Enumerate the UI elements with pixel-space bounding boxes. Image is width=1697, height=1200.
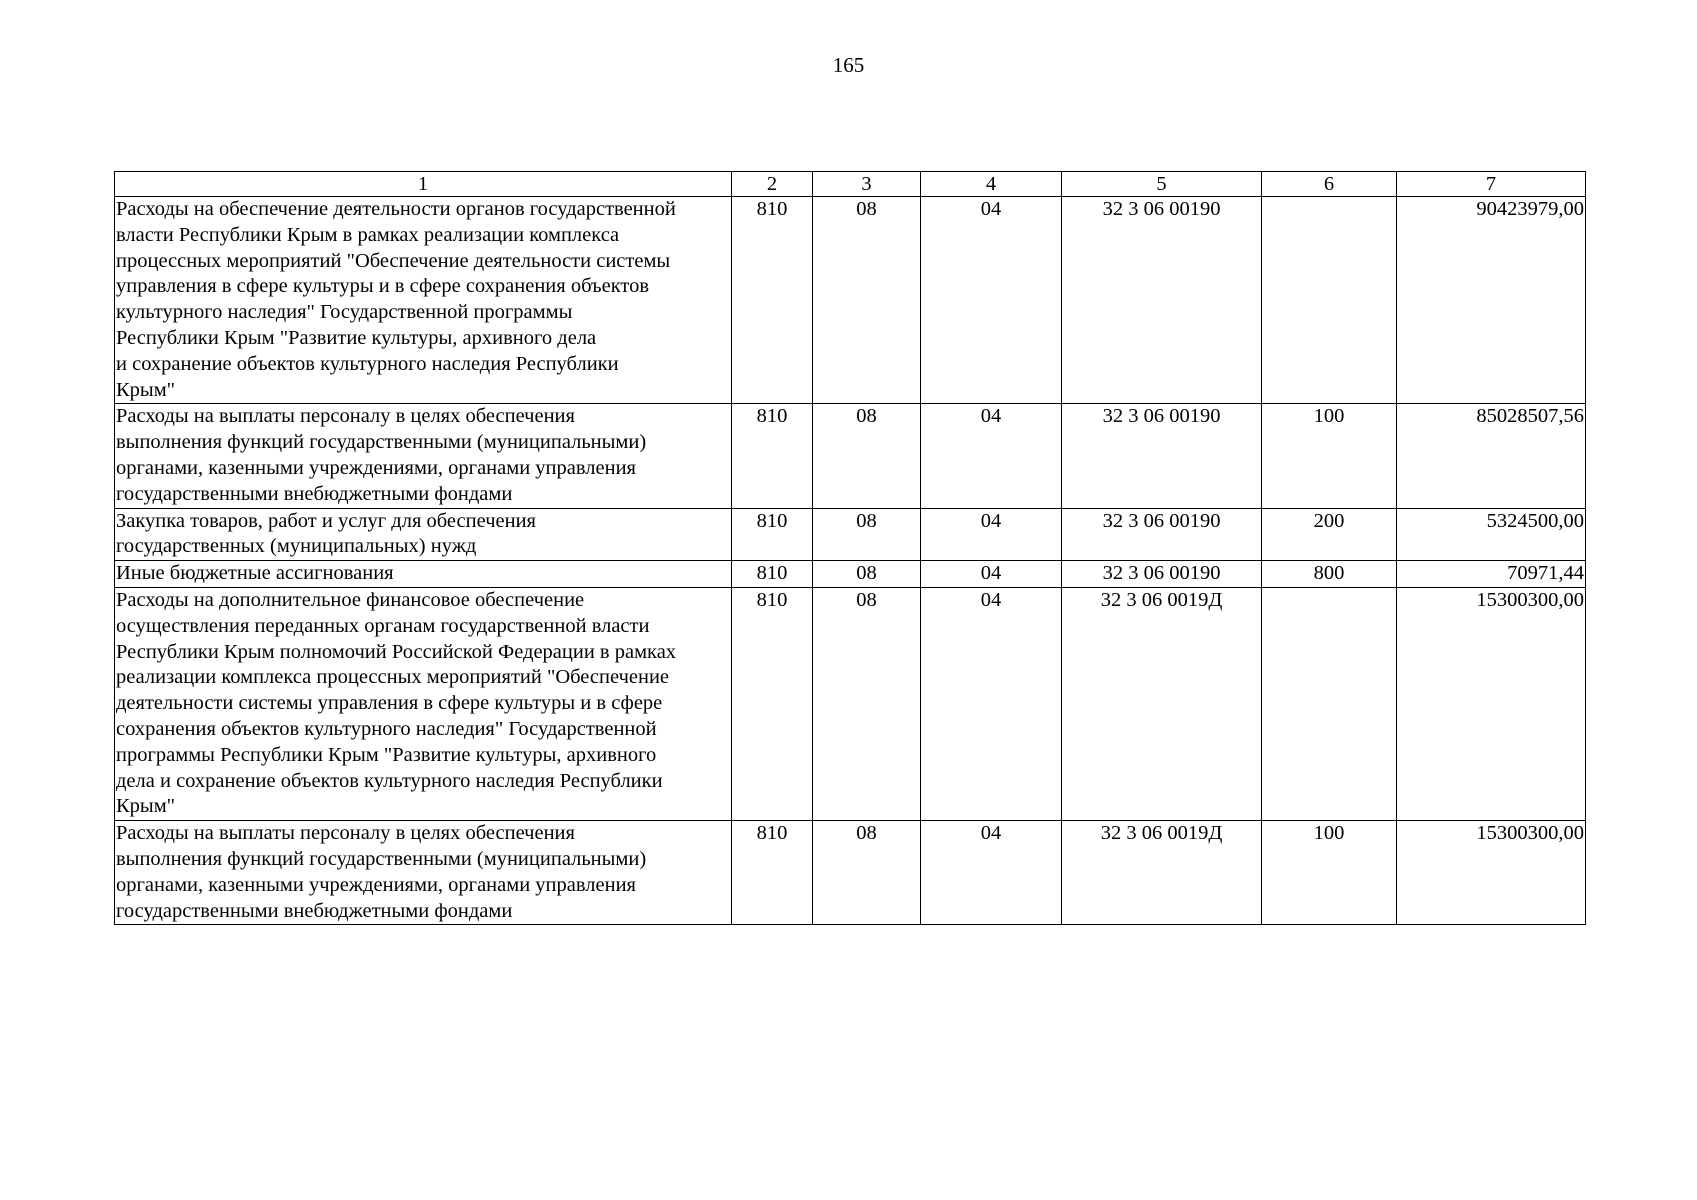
header-cell: 7 [1397, 172, 1586, 197]
header-cell: 6 [1262, 172, 1397, 197]
ministry-code: 810 [732, 197, 813, 404]
expense-description [115, 587, 732, 820]
description-line: управления в сфере культуры и в сфере сохранения объектов [116, 275, 649, 298]
description-line: программы Республики Крым "Развитие культуры, архивного [116, 743, 657, 766]
description-line: Иные бюджетные ассигнования [116, 562, 394, 585]
section-code: 08 [813, 404, 921, 508]
description-line: выполнения функций государственными (муниципальными) [116, 847, 647, 870]
expense-type-code [1262, 587, 1397, 820]
expense-description [115, 404, 732, 508]
header-cell: 5 [1062, 172, 1262, 197]
description-line: осуществления переданных органам государственной власти [116, 614, 650, 637]
description-line: Расходы на обеспечение деятельности органов государственной [116, 198, 676, 220]
amount: 70971,44 [1397, 561, 1586, 588]
expense-description [115, 561, 732, 588]
expense-type-code: 800 [1262, 561, 1397, 588]
subsection-code: 04 [921, 821, 1062, 925]
header-cell: 4 [921, 172, 1062, 197]
expense-description [115, 508, 732, 561]
description-line: деятельности системы управления в сфере культуры и в сфере [116, 692, 663, 715]
expense-description [115, 821, 732, 925]
table-header-row [115, 172, 1586, 197]
amount: 5324500,00 [1397, 508, 1586, 561]
budget-table [114, 171, 1586, 925]
description-line: сохранения объектов культурного наследия" Государственной [116, 717, 657, 740]
description-line: процессных мероприятий "Обеспечение деятельности системы [116, 249, 671, 272]
amount: 90423979,00 [1397, 197, 1586, 404]
page-number: 165 [832, 53, 865, 77]
table-body [115, 197, 1586, 925]
description-line: государственных (муниципальных) нужд [116, 535, 477, 558]
header-cell: 3 [813, 172, 921, 197]
target-article-code: 32 3 06 0019Д [1062, 821, 1262, 925]
table-row [115, 561, 1586, 588]
table-row [115, 508, 1586, 561]
description-line: Республики Крым "Развитие культуры, архивного дела [116, 326, 597, 349]
table-row [115, 404, 1586, 508]
ministry-code: 810 [732, 404, 813, 508]
description-line: реализации комплекса процессных мероприятий "Обеспечение [116, 666, 670, 689]
amount: 15300300,00 [1397, 821, 1586, 925]
description-line: Расходы на выплаты персоналу в целях обеспечения [116, 405, 575, 428]
section-code: 08 [813, 561, 921, 588]
expense-type-code [1262, 197, 1397, 404]
target-article-code: 32 3 06 00190 [1062, 508, 1262, 561]
subsection-code: 04 [921, 404, 1062, 508]
description-line: органами, казенными учреждениями, органами управления [116, 456, 636, 479]
ministry-code: 810 [732, 587, 813, 820]
expense-type-code: 100 [1262, 821, 1397, 925]
description-line: государственными внебюджетными фондами [116, 482, 513, 505]
description-line: органами, казенными учреждениями, органами управления [116, 873, 636, 896]
description-line: Крым" [116, 795, 176, 818]
description-line: Расходы на выплаты персоналу в целях обеспечения [116, 822, 575, 845]
table-row [115, 821, 1586, 925]
description-line: Расходы на дополнительное финансовое обеспечение [116, 588, 585, 611]
header-cell: 2 [732, 172, 813, 197]
description-line: Закупка товаров, работ и услуг для обеспечения [116, 509, 536, 532]
description-line: Крым" [116, 378, 176, 401]
section-code: 08 [813, 587, 921, 820]
description-line: государственными внебюджетными фондами [116, 899, 513, 922]
section-code: 08 [813, 821, 921, 925]
target-article-code: 32 3 06 00190 [1062, 561, 1262, 588]
description-line: выполнения функций государственными (муниципальными) [116, 431, 647, 454]
table-row [115, 197, 1586, 404]
description-line: и сохранение объектов культурного наследия Республики [116, 352, 619, 375]
amount: 85028507,56 [1397, 404, 1586, 508]
description-line: культурного наследия" Государственной программы [116, 301, 573, 324]
amount: 15300300,00 [1397, 587, 1586, 820]
subsection-code: 04 [921, 587, 1062, 820]
ministry-code: 810 [732, 508, 813, 561]
expense-type-code: 200 [1262, 508, 1397, 561]
expense-type-code: 100 [1262, 404, 1397, 508]
section-code: 08 [813, 197, 921, 404]
target-article-code: 32 3 06 0019Д [1062, 587, 1262, 820]
table-row [115, 587, 1586, 820]
section-code: 08 [813, 508, 921, 561]
description-line: власти Республики Крым в рамках реализации комплекса [116, 223, 620, 246]
target-article-code: 32 3 06 00190 [1062, 404, 1262, 508]
description-line: Республики Крым полномочий Российской Федерации в рамках [116, 640, 677, 663]
ministry-code: 810 [732, 821, 813, 925]
header-cell: 1 [115, 172, 732, 197]
subsection-code: 04 [921, 197, 1062, 404]
ministry-code: 810 [732, 561, 813, 588]
target-article-code: 32 3 06 00190 [1062, 197, 1262, 404]
description-line: дела и сохранение объектов культурного наследия Республики [116, 769, 663, 792]
subsection-code: 04 [921, 508, 1062, 561]
expense-description [115, 197, 732, 404]
subsection-code: 04 [921, 561, 1062, 588]
